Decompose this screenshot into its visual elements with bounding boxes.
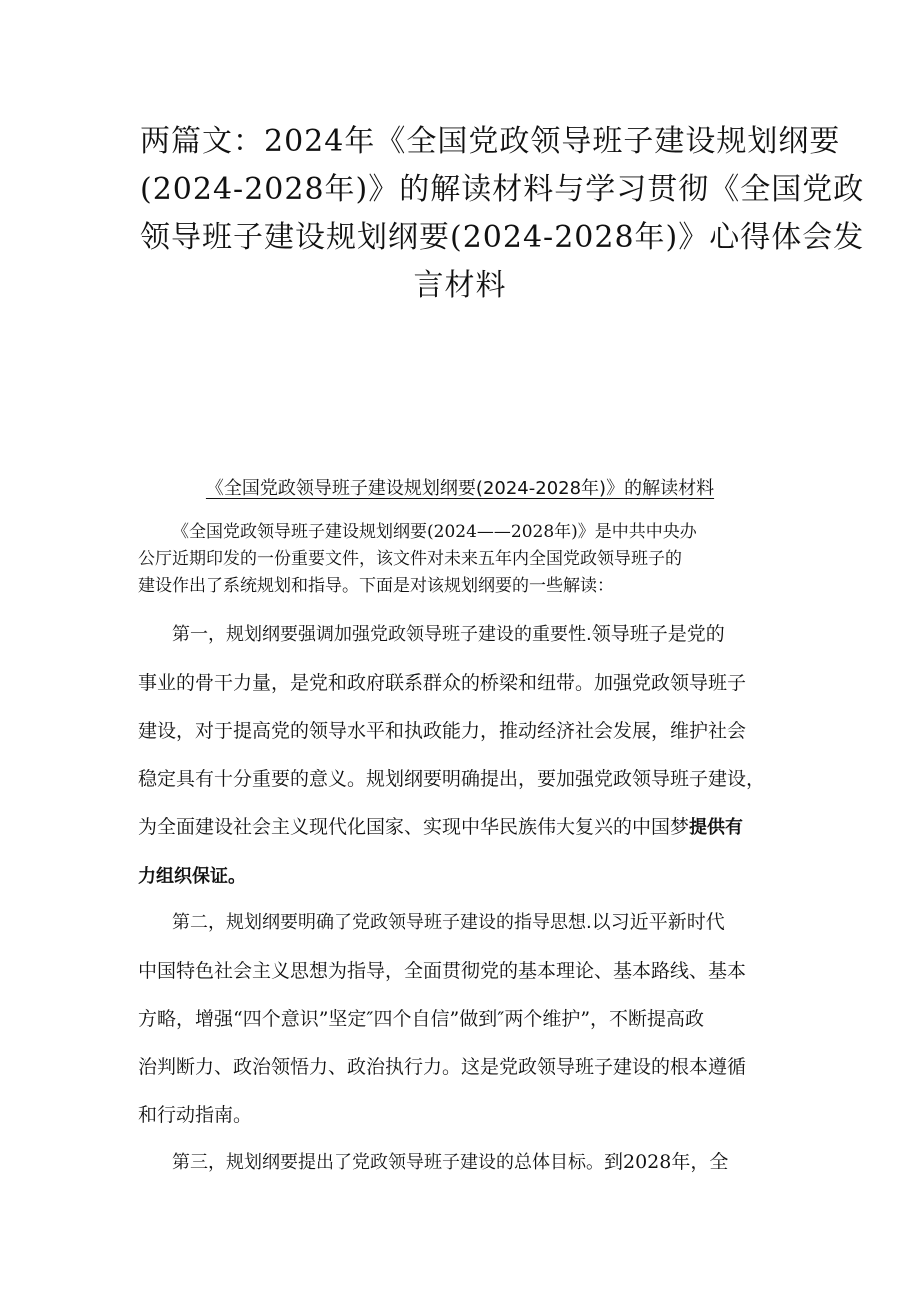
- paragraph-second-point: [138, 898, 798, 1139]
- intro-line-1: 《全国党政领导班子建设规划纲要(2024——2028年)》是中共中央办: [172, 522, 697, 542]
- para3-first-rest: 到2028年，全: [604, 1151, 729, 1173]
- para2-line-4: 治判断力、政治领悟力、政治执行力。这是党政领导班子建设的根本遵循: [138, 1056, 747, 1078]
- para1-line-6: [138, 852, 798, 901]
- document-title: [140, 118, 865, 310]
- paragraph-third-point: [138, 1138, 798, 1187]
- para1-line-2: 事业的骨干力量，是党和政府联系群众的桥梁和纽带。加强党政领导班子: [138, 672, 747, 694]
- section-heading: 《全国党政领导班子建设规划纲要(2024-2028年)》的解读材料: [205, 478, 715, 499]
- intro-line-2: 公厅近期印发的一份重要文件，该文件对未来五年内全国党政领导班子的: [138, 549, 682, 569]
- para3-lead: 第三，规划纲要提出了党政领导班子建设的总体目标。: [172, 1152, 604, 1173]
- para2-line-5: 和行动指南。: [138, 1104, 253, 1126]
- title-line-1: 两篇文：2024年《全国党政领导班子建设规划纲要: [140, 124, 841, 159]
- paragraph-first-point: [138, 610, 798, 901]
- para1-line-1: [138, 610, 798, 659]
- title-line-3: 领导班子建设规划纲要(2024-2028年)》心得体会发: [140, 220, 865, 255]
- title-line-4: 言材料: [413, 268, 507, 303]
- title-line-2: (2024-2028年)》的解读材料与学习贯彻《全国党政: [140, 172, 865, 207]
- para1-line6-bold: 力组织保证。: [138, 866, 246, 887]
- para1-line-4: 稳定具有十分重要的意义。规划纲要明确提出，要加强党政领导班子建设，: [138, 768, 766, 790]
- para1-line5-text: 为全面建设社会主义现代化国家、实现中华民族伟大复兴的中国梦: [138, 816, 690, 838]
- para2-first-rest: 以习近平新时代: [591, 911, 725, 933]
- para1-line-5: [138, 803, 798, 852]
- para1-lead: 第一，规划纲要强调加强党政领导班子建设的重要性.: [172, 624, 592, 645]
- intro-paragraph: [138, 519, 784, 600]
- para2-line-2: 中国特色社会主义思想为指导，全面贯彻党的基本理论、基本路线、基本: [138, 960, 747, 982]
- intro-line-3: 建设作出了系统规划和指导。下面是对该规划纲要的一些解读：: [138, 576, 614, 596]
- para1-line-3: 建设，对于提高党的领导水平和执政能力，推动经济社会发展，维护社会: [138, 720, 747, 742]
- para1-line5-bold: 提供有: [689, 817, 744, 838]
- para2-line-1: [138, 898, 798, 947]
- para1-first-rest: 领导班子是党的: [591, 623, 725, 645]
- para3-line-1: [138, 1138, 798, 1187]
- para2-lead: 第二，规划纲要明确了党政领导班子建设的指导思想.: [172, 912, 592, 933]
- para2-line-3: 方略，增强“四个意识”坚定″四个自信”做到″两个维护”，不断提高政: [138, 1008, 705, 1030]
